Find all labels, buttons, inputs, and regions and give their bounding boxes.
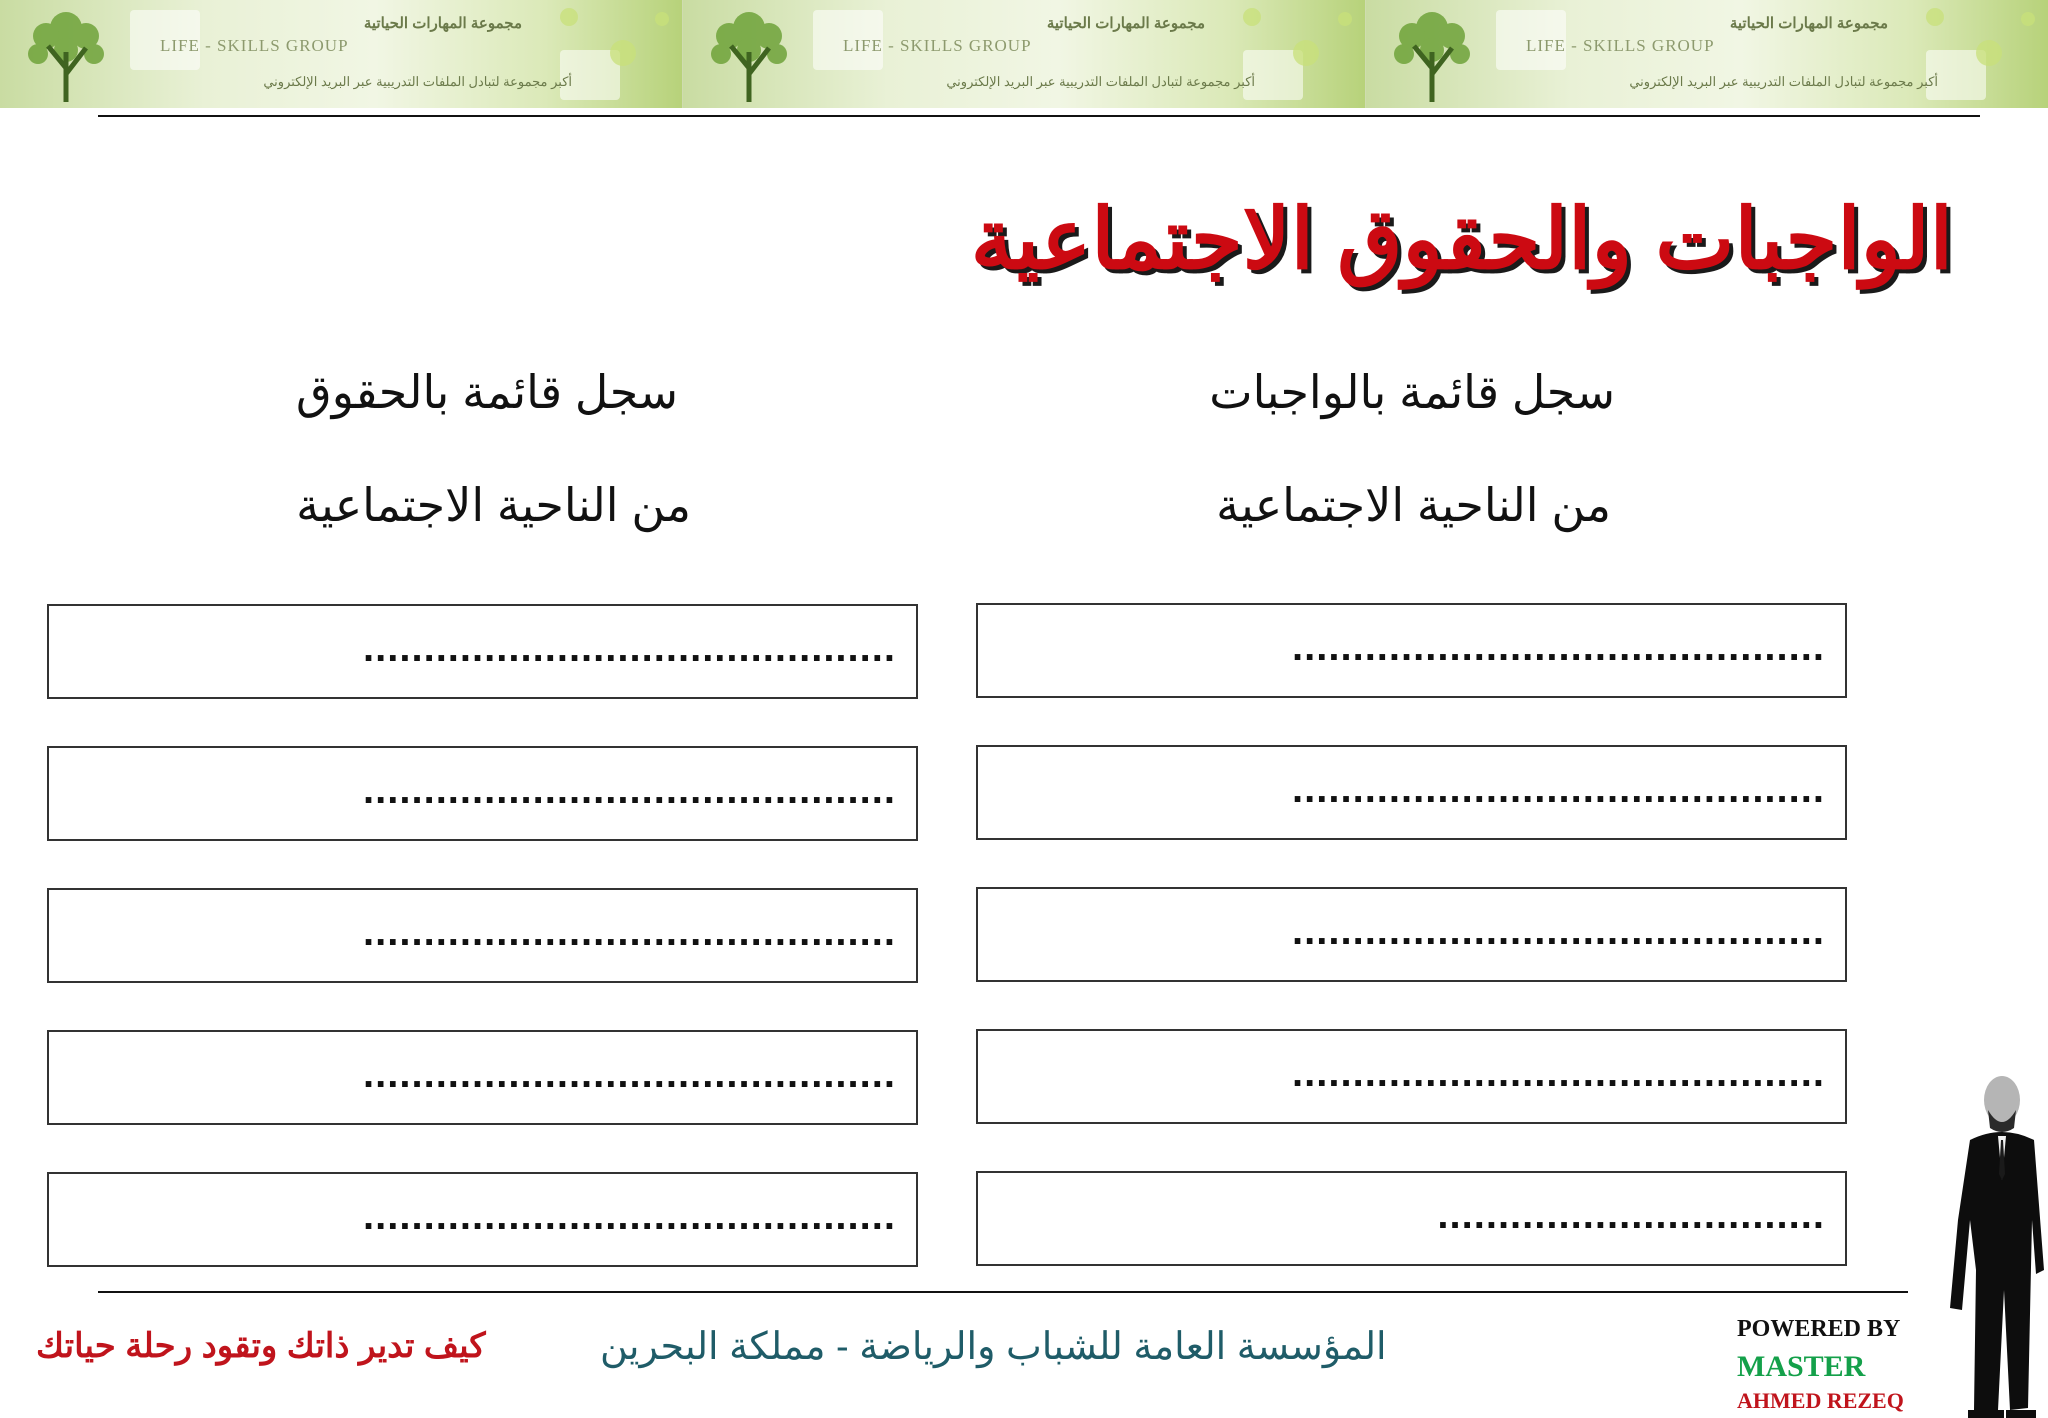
duty-entry-box[interactable] xyxy=(976,887,1847,982)
person-silhouette-icon xyxy=(1940,1070,2048,1418)
tree-icon xyxy=(10,2,122,106)
entry-dotted-line: ............................................ xyxy=(363,768,896,812)
banner-arabic-subtitle: أكبر مجموعة لتبادل الملفات التدريبية عبر البريد الإلكتروني xyxy=(1629,74,1938,89)
duty-entry-box[interactable] xyxy=(976,603,1847,698)
tree-icon xyxy=(693,2,805,106)
banner-arabic-title: مجموعة المهارات الحياتية xyxy=(1729,15,1888,32)
banner-arabic-subtitle: أكبر مجموعة لتبادل الملفات التدريبية عبر البريد الإلكتروني xyxy=(946,74,1255,89)
header-banner-strip xyxy=(0,0,2048,108)
right-entry-box[interactable] xyxy=(47,888,918,983)
entry-dotted-line: ............................................ xyxy=(1292,1051,1825,1095)
tree-icon xyxy=(1376,2,1488,106)
duty-entry-box[interactable] xyxy=(976,1171,1847,1266)
entry-dotted-line: ............................................ xyxy=(363,910,896,954)
footer-tagline: كيف تدير ذاتك وتقود رحلة حياتك xyxy=(36,1327,486,1365)
header-banner xyxy=(683,0,1366,108)
banner-arabic-title: مجموعة المهارات الحياتية xyxy=(363,15,522,32)
bottom-divider xyxy=(98,1291,1908,1293)
duties-heading-line1: سجل قائمة بالواجبات xyxy=(1209,366,1615,418)
rights-heading-line1: سجل قائمة بالحقوق xyxy=(296,366,678,418)
duty-entry-box[interactable] xyxy=(976,745,1847,840)
right-entry-box[interactable] xyxy=(47,746,918,841)
entry-dotted-line: ............................................ xyxy=(363,626,896,670)
banner-english-title: LIFE - SKILLS GROUP xyxy=(843,36,1032,55)
banner-english-title: LIFE - SKILLS GROUP xyxy=(160,36,349,55)
powered-by-label: POWERED BY xyxy=(1737,1316,1901,1342)
header-banner xyxy=(1366,0,2048,108)
rights-heading-line2: من الناحية الاجتماعية xyxy=(296,479,691,531)
banner-arabic-subtitle: أكبر مجموعة لتبادل الملفات التدريبية عبر البريد الإلكتروني xyxy=(263,74,572,89)
author-name: AHMED REZEQ xyxy=(1737,1388,1904,1413)
right-entry-box[interactable] xyxy=(47,604,918,699)
footer-organization: المؤسسة العامة للشباب والرياضة - مملكة البحرين xyxy=(600,1326,1387,1368)
right-entry-box[interactable] xyxy=(47,1030,918,1125)
banner-english-title: LIFE - SKILLS GROUP xyxy=(1526,36,1715,55)
entry-dotted-line: ............................................ xyxy=(1292,767,1825,811)
entry-dotted-line: ................................ xyxy=(1437,1193,1825,1237)
duty-entry-box[interactable] xyxy=(976,1029,1847,1124)
entry-dotted-line: ............................................ xyxy=(1292,625,1825,669)
duties-heading-line2: من الناحية الاجتماعية xyxy=(1216,479,1611,531)
master-label: MASTER xyxy=(1737,1350,1866,1383)
header-banner xyxy=(0,0,683,108)
top-divider xyxy=(98,115,1980,117)
entry-dotted-line: ............................................ xyxy=(363,1194,896,1238)
right-entry-box[interactable] xyxy=(47,1172,918,1267)
page-title: الواجبات والحقوق الاجتماعية xyxy=(970,192,1953,286)
entry-dotted-line: ............................................ xyxy=(1292,909,1825,953)
entry-dotted-line: ............................................ xyxy=(363,1052,896,1096)
banner-arabic-title: مجموعة المهارات الحياتية xyxy=(1046,15,1205,32)
